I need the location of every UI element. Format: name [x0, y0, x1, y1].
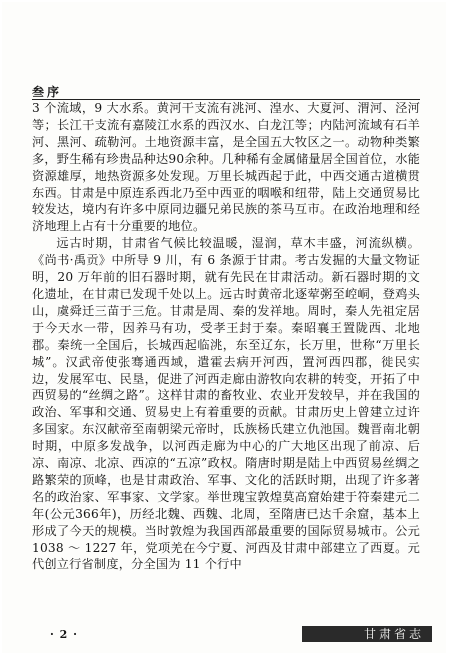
- paragraph-continuation: 3 个流域，9 大水系。黄河干支流有洮河、湟水、大夏河、渭河、泾河等；长江干支流有嘉陵江水系的西汉水、白龙江等；内陆河流域有石羊河、黑河、疏勒河。土地资源丰富，是全国五大牧区之一。动物种类繁多，野生稀有珍贵品种达90余种。几种稀有金属储量居全国首位，水能资源雄厚，地热资源多处发现。万里长城西起于此，中西交通古道横贯东西。甘肃是中原连系西北乃至中西亚的咽喉和纽带，陆上交通贸易比较发达，境内有许多中原同边疆兄弟民族的茶马互市。在政治地理和经济地理上占有十分重要的地位。: [32, 101, 420, 234]
- body-text: [32, 100, 420, 573]
- section-prefix: 叁: [32, 85, 48, 99]
- running-header: [32, 83, 62, 100]
- paragraph-history: 远古时期，甘肃省气候比较温暖，湿润，草木丰盛，河流纵横。《尚书·禹贡》中所导 9 川，有 6 条源于甘肃。考古发掘的大量文物证明，20 万年前的旧石器时期，就有先民在甘肃活动。新石器时期的文化遗址，在甘肃已发现千处以上。远古时黄帝北逐荤粥至崆峒，登鸡头山，虞舜迁三苗于三危。甘肃是周、秦的发祥地。周时，秦人先祖定居于今天水一带，因养马有功，受孝王封于秦。秦昭襄王置陇西、北地郡。秦统一全国后，长城西起临洮，东至辽东，长万里，世称“万里长城”。汉武帝使张骞通西域，遣霍去病开河西，置河西四郡，徙民实边，发展军屯、民垦，促进了河西走廊由游牧向农耕的转变，开拓了中西贸易的“丝绸之路”。这样甘肃的畜牧业、农业开发较早，并在我国的政治、军事和交通、贸易史上有着重要的贡献。甘肃历史上曾建立过许多国家。东汉献帝至南朝梁元帝时，氐族杨氏建立仇池国。魏晋南北朝时期，中原多发战争，以河西走廊为中心的广大地区出现了前凉、后凉、南凉、北凉、西凉的“五凉”政权。隋唐时期是陆上中西贸易丝绸之路繁荣的顶峰，也是甘肃政治、军事、文化的活跃时期，出现了许多著名的政治家、军事家、文学家。举世瑰宝敦煌莫高窟始建于符秦建元二年(公元366年)，历经北魏、西魏、北周，至隋唐已达千余窟，基本上形成了今天的规模。当时敦煌为我国西部最重要的国际贸易城市。公元1038 ～ 1227 年，党项羌在今宁夏、河西及甘肃中部建立了西夏。元代创立行省制度，分全国为 11 个行中: [32, 236, 420, 572]
- footer-title-band: [302, 626, 432, 642]
- document-page: [2, 2, 446, 653]
- page-number: · 2 ·: [50, 628, 78, 641]
- section-title: 序: [47, 85, 63, 99]
- book-title: 甘肃省志: [363, 627, 424, 641]
